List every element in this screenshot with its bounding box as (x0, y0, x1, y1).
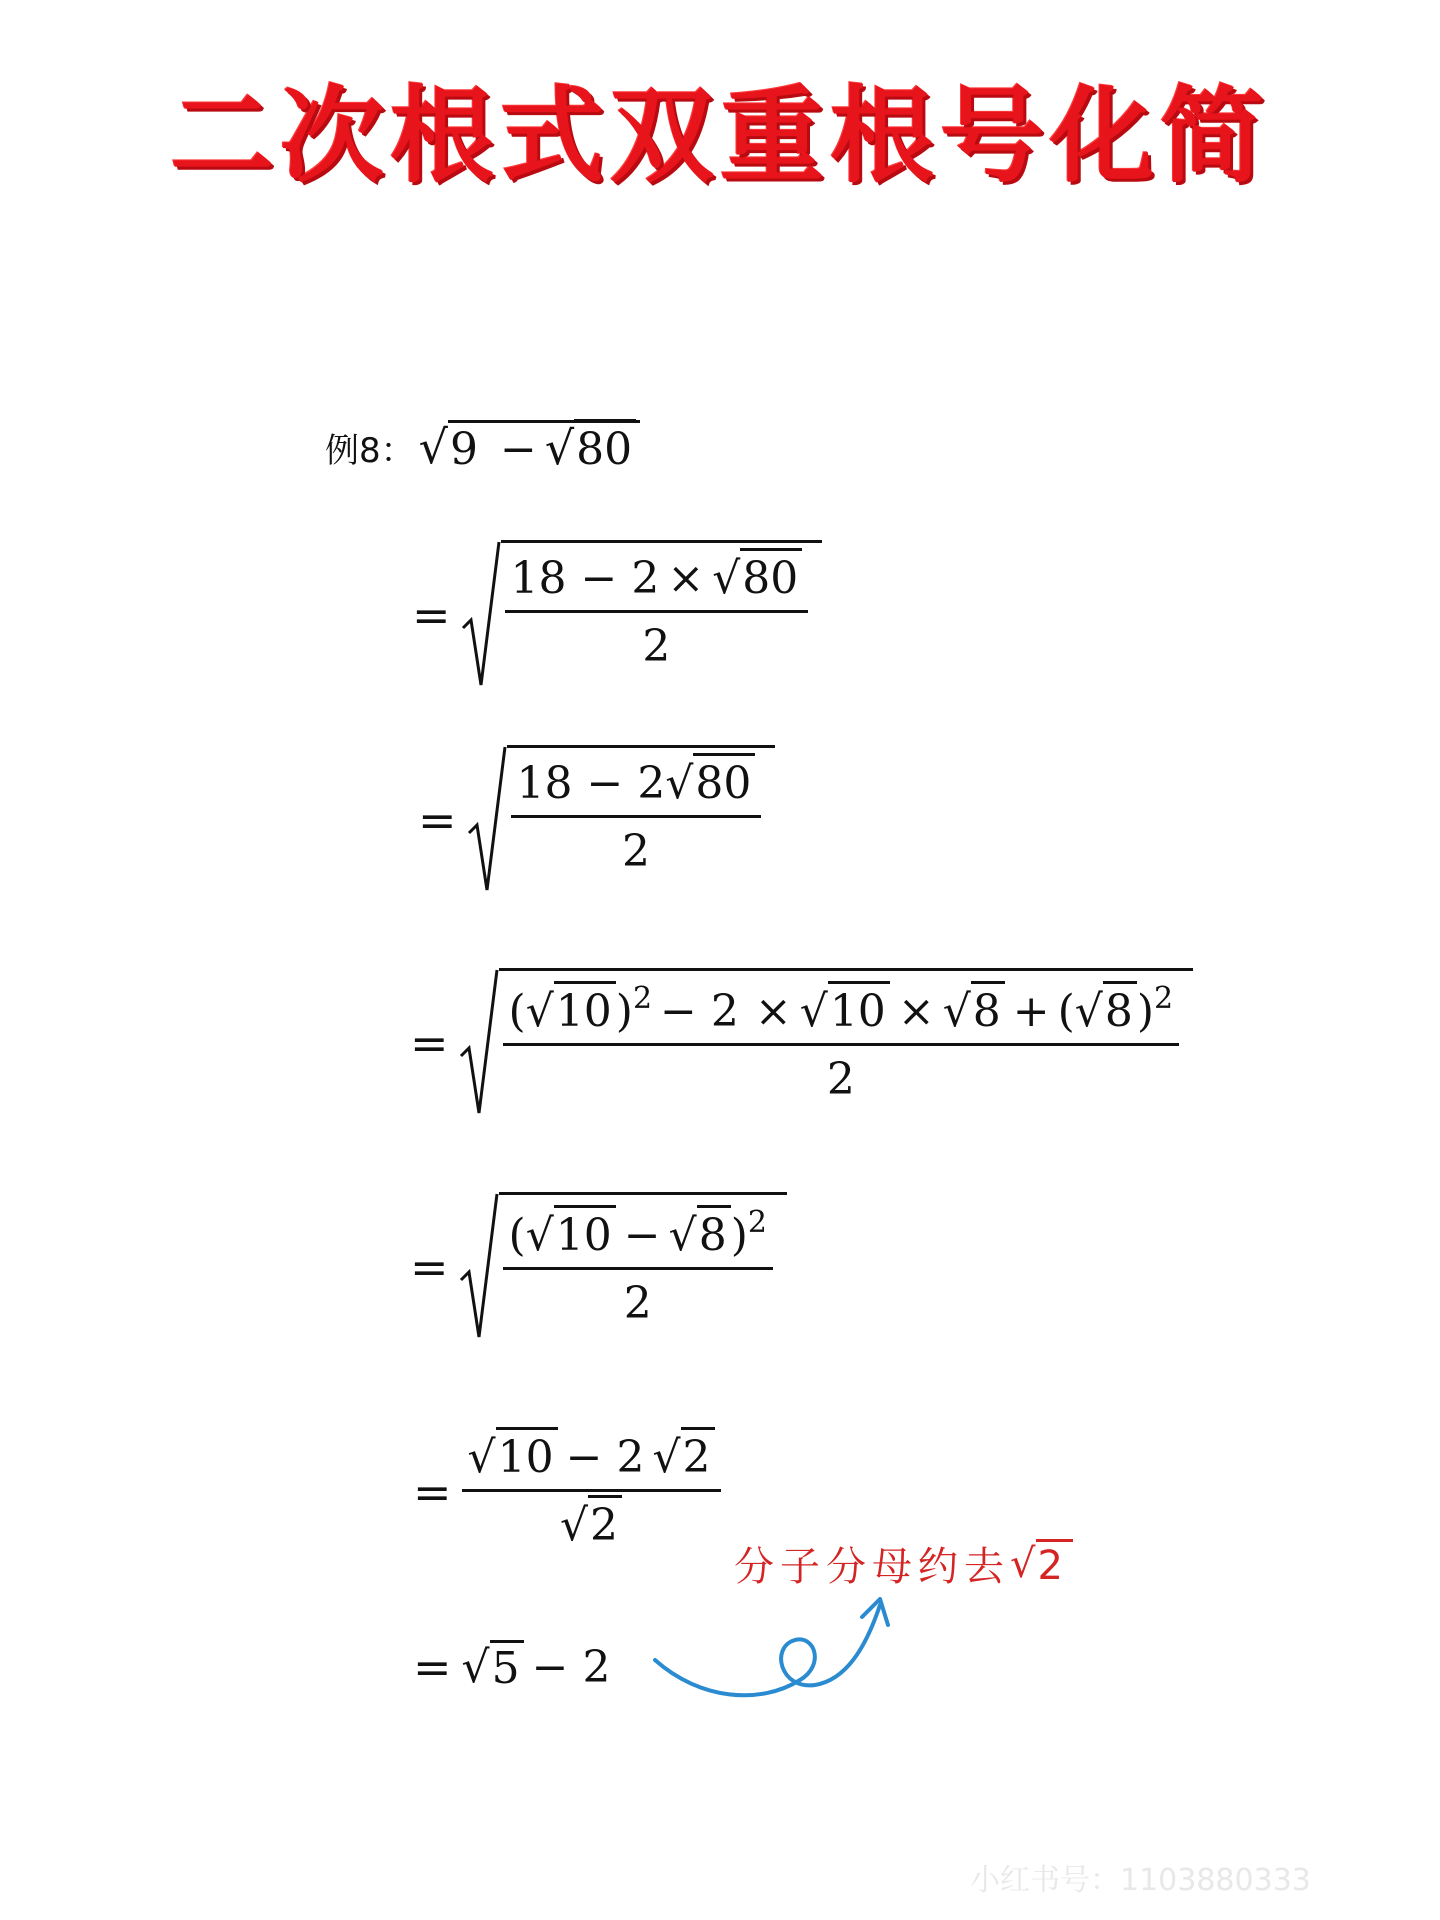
operator: × (897, 986, 935, 1037)
equals-sign: = (413, 1640, 452, 1694)
equals-sign: = (410, 1016, 449, 1070)
fraction: $\frac{(√10 - √8)^2}{2}$ (503, 1205, 773, 1329)
step-6 (413, 1640, 618, 1694)
step-4 (410, 1192, 787, 1342)
term: 2 (681, 1427, 715, 1483)
term: 5 (490, 1640, 524, 1693)
radical (459, 1192, 787, 1342)
equals-sign: = (412, 588, 451, 642)
term: 18 − 2 (510, 553, 660, 604)
denominator: 2 (623, 1278, 652, 1329)
radical-sign-icon: √ (799, 986, 828, 1037)
note-root: 2 (1036, 1539, 1073, 1588)
radical (467, 745, 776, 895)
watermark: 小红书号：1103880333 (970, 1863, 1311, 1898)
term: 10 (828, 981, 890, 1037)
radical-sign-icon: √ (1010, 1540, 1036, 1587)
exponent: 2 (632, 981, 653, 1016)
radical-sign-icon: √ (467, 1432, 496, 1483)
page-title: 二次根式双重根号化简 (169, 75, 1270, 197)
fraction (511, 758, 762, 877)
denominator: 2 (588, 1495, 622, 1551)
radical-sign-icon: √ (665, 758, 694, 809)
term: 18 − 2 (516, 758, 666, 809)
radical-sign-icon: √ (1074, 986, 1103, 1037)
denominator: 2 (826, 1054, 855, 1105)
exponent: 2 (1154, 981, 1174, 1016)
term: 10 (554, 981, 616, 1037)
denominator: 2 (621, 826, 650, 877)
denominator: 2 (642, 621, 671, 672)
radical-sign-icon: √ (525, 1210, 554, 1261)
radical-sign-icon: √ (544, 421, 575, 475)
equals-sign: = (418, 793, 457, 847)
operator: − 2 (660, 986, 739, 1037)
example-label: 例8： (325, 430, 415, 471)
step-2 (418, 745, 775, 895)
term: 80 (574, 419, 636, 475)
radical-sign-icon (459, 968, 499, 1118)
term: 80 (740, 548, 802, 604)
annotation-note (734, 1535, 1073, 1592)
operator: − (623, 1210, 661, 1261)
operator: − (499, 424, 537, 475)
example-expression (325, 420, 640, 474)
equals-sign: = (410, 1240, 449, 1294)
radical-sign-icon (467, 745, 507, 895)
curly-arrow-icon (640, 1585, 900, 1715)
step-1 (412, 540, 822, 690)
term: 80 (693, 753, 755, 809)
radical-sign-icon: √ (712, 553, 741, 604)
radical-sign-icon (461, 540, 501, 690)
step-3 (410, 968, 1193, 1118)
fraction: $\frac{(√10)^2 - 2 \times √10 \times √8 + (√8)^2}{2}$ (503, 981, 1180, 1105)
term: 10 (496, 1427, 558, 1483)
operator: − 2 (565, 1432, 645, 1483)
operator: + (1012, 986, 1050, 1037)
radical-sign-icon (459, 1192, 499, 1342)
radical-sign-icon: √ (942, 986, 971, 1037)
fraction (505, 553, 809, 672)
term: 8 (697, 1205, 731, 1261)
radical (459, 968, 1194, 1118)
radical-sign-icon: √ (525, 986, 554, 1037)
step-5 (413, 1432, 721, 1551)
operator: × (667, 553, 705, 604)
radicand (448, 420, 640, 474)
radical-sign-icon: √ (461, 1641, 490, 1693)
radical-sign-icon: √ (652, 1432, 681, 1483)
note-text: 分子分母约去 (734, 1544, 1010, 1590)
radical-sign-icon: √ (668, 1210, 697, 1261)
radical (461, 540, 823, 690)
fraction (462, 1432, 721, 1551)
radical-sign-icon: √ (560, 1500, 589, 1551)
term: 9 (449, 424, 478, 475)
term: 8 (971, 981, 1005, 1037)
equals-sign: = (413, 1464, 452, 1519)
radical-sign-icon: √ (418, 420, 448, 475)
term: 10 (554, 1205, 616, 1261)
operator: − 2 (531, 1641, 611, 1693)
operator: × (754, 986, 792, 1037)
term: 8 (1103, 981, 1137, 1037)
exponent: 2 (747, 1205, 767, 1240)
